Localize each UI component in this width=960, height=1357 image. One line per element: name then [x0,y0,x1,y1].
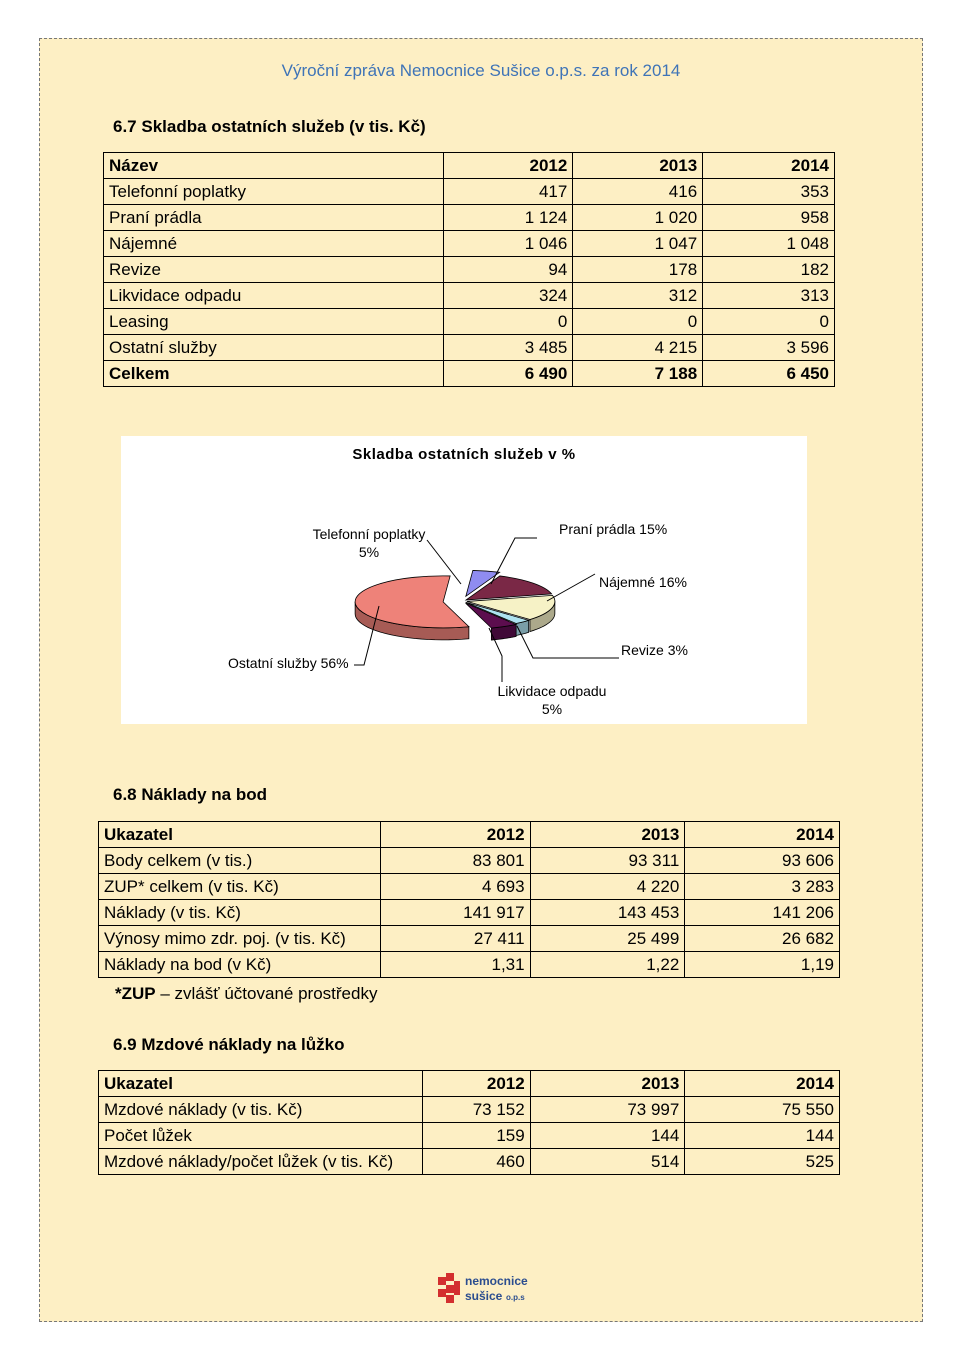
hospital-cross-icon [436,1271,528,1305]
cell-2013: 143 453 [530,900,685,926]
table-row [104,205,835,231]
column-header: 2012 [443,153,573,179]
cell-2013: 416 [573,179,703,205]
cell-2013: 1 020 [573,205,703,231]
column-header: 2014 [685,822,840,848]
cell-2014: 182 [703,257,835,283]
pie-slices [355,570,555,640]
slice-label-prani-name: Praní prádla [559,521,636,537]
cell-2013: 93 311 [530,848,685,874]
row-label: Leasing [104,309,444,335]
cell-2014: 141 206 [685,900,840,926]
cell-2013: 4 215 [573,335,703,361]
footnote-mark: *ZUP [115,984,156,1003]
services-table [103,152,835,387]
cell-2012: 159 [422,1123,530,1149]
section-6-7-title: 6.7 Skladba ostatních služeb (v tis. Kč) [113,117,426,136]
table-row [99,952,840,978]
cell-2013: 144 [530,1123,685,1149]
logo-line-1: nemocnice [465,1274,528,1288]
cell-2013: 4 220 [530,874,685,900]
cell-2013: 0 [573,309,703,335]
table-row [99,926,840,952]
cell-2014: 3 596 [703,335,835,361]
cell-2013: 1 047 [573,231,703,257]
row-label: Náklady na bod (v Kč) [99,952,381,978]
table-row [99,1149,840,1175]
column-header: 2012 [380,822,530,848]
table-row [99,1123,840,1149]
cell-2012: 4 693 [380,874,530,900]
cell-2012: 1,31 [380,952,530,978]
cell-2012: 27 411 [380,926,530,952]
cell-2014: 353 [703,179,835,205]
pie-chart-svg [121,436,807,724]
cell-2014: 26 682 [685,926,840,952]
logo-line-2: sušice [465,1289,503,1303]
cell-2014: 1,19 [685,952,840,978]
row-label: Počet lůžek [99,1123,423,1149]
section-6-9-title: 6.9 Mzdové náklady na lůžko [113,1035,345,1054]
table-header-row [99,1071,840,1097]
total-row [104,361,835,387]
table-row [99,1097,840,1123]
cell-2014: 93 606 [685,848,840,874]
slice-pct-ostatni: 56% [320,655,349,671]
row-label: Praní prádla [104,205,444,231]
table-row [99,900,840,926]
cell-2013: 178 [573,257,703,283]
logo-suffix: o.p.s [506,1293,525,1302]
column-header: 2014 [685,1071,840,1097]
column-header: 2014 [703,153,835,179]
wage-costs-table [98,1070,840,1175]
row-label: Ostatní služby [104,335,444,361]
cell-2014: 144 [685,1123,840,1149]
cell-2012: 6 490 [443,361,573,387]
cell-2012: 1 046 [443,231,573,257]
table-row [104,283,835,309]
row-label: Celkem [104,361,444,387]
cell-2012: 417 [443,179,573,205]
slice-label-najemne [599,574,687,590]
column-header: 2013 [530,822,685,848]
table-row [104,231,835,257]
table-header-row [104,153,835,179]
cell-2014: 75 550 [685,1097,840,1123]
table-row [99,874,840,900]
chart-title: Skladba ostatních služeb v % [352,446,576,463]
slice-pct-najemne: 16% [658,574,687,590]
cell-2014: 525 [685,1149,840,1175]
cell-2013: 73 997 [530,1097,685,1123]
cell-2014: 958 [703,205,835,231]
pie-chart [121,436,807,724]
table-row [104,335,835,361]
cell-2014: 6 450 [703,361,835,387]
row-label: Výnosy mimo zdr. poj. (v tis. Kč) [99,926,381,952]
table-row [104,257,835,283]
row-label: Body celkem (v tis.) [99,848,381,874]
cell-2013: 1,22 [530,952,685,978]
footnote-text: – zvlášť účtované prostředky [155,984,378,1003]
cell-2013: 312 [573,283,703,309]
cell-2013: 7 188 [573,361,703,387]
report-title: Výroční zpráva Nemocnice Sušice o.p.s. za rok 2014 [281,61,681,80]
section-6-8-title: 6.8 Náklady na bod [113,785,267,804]
column-header: Název [104,153,444,179]
cell-2013: 514 [530,1149,685,1175]
cell-2012: 83 801 [380,848,530,874]
cell-2012: 0 [443,309,573,335]
table-row [104,179,835,205]
row-label: Nájemné [104,231,444,257]
cost-per-point-table [98,821,840,978]
row-label: Telefonní poplatky [104,179,444,205]
cell-2012: 73 152 [422,1097,530,1123]
cell-2012: 94 [443,257,573,283]
slice-label-revize [621,642,688,658]
footnote [115,984,377,1004]
row-label: ZUP* celkem (v tis. Kč) [99,874,381,900]
column-header: 2013 [530,1071,685,1097]
cell-2013: 25 499 [530,926,685,952]
table-row [99,848,840,874]
row-label: Revize [104,257,444,283]
leader-line-najemne [547,574,595,601]
slice-pct-likvidace: 5% [541,701,563,717]
row-label: Náklady (v tis. Kč) [99,900,381,926]
slice-label-ostatni [228,655,349,671]
column-header: Ukazatel [99,1071,423,1097]
row-label: Mzdové náklady/počet lůžek (v tis. Kč) [99,1149,423,1175]
slice-pct-prani: 15% [639,521,668,537]
report-page [39,38,923,1322]
slice-label-ostatni-name: Ostatní služby [228,655,317,671]
row-label: Mzdové náklady (v tis. Kč) [99,1097,423,1123]
cell-2012: 3 485 [443,335,573,361]
cell-2014: 313 [703,283,835,309]
slice-label-prani [559,521,667,537]
cell-2014: 0 [703,309,835,335]
column-header: Ukazatel [99,822,381,848]
slice-label-revize-name: Revize [621,642,664,658]
cell-2012: 460 [422,1149,530,1175]
cell-2012: 324 [443,283,573,309]
slice-pct-telefonni: 5% [358,544,380,560]
cell-2012: 141 917 [380,900,530,926]
row-label: Likvidace odpadu [104,283,444,309]
table-row [104,309,835,335]
cell-2012: 1 124 [443,205,573,231]
slice-pct-revize: 3% [667,642,688,658]
slice-label-telefonni: Telefonní poplatky [312,526,426,542]
cell-2014: 1 048 [703,231,835,257]
slice-label-likvidace: Likvidace odpadu [497,683,607,699]
slice-label-najemne-name: Nájemné [599,574,656,590]
hospital-logo [436,1271,528,1305]
column-header: 2012 [422,1071,530,1097]
column-header: 2013 [573,153,703,179]
cell-2014: 3 283 [685,874,840,900]
table-header-row [99,822,840,848]
